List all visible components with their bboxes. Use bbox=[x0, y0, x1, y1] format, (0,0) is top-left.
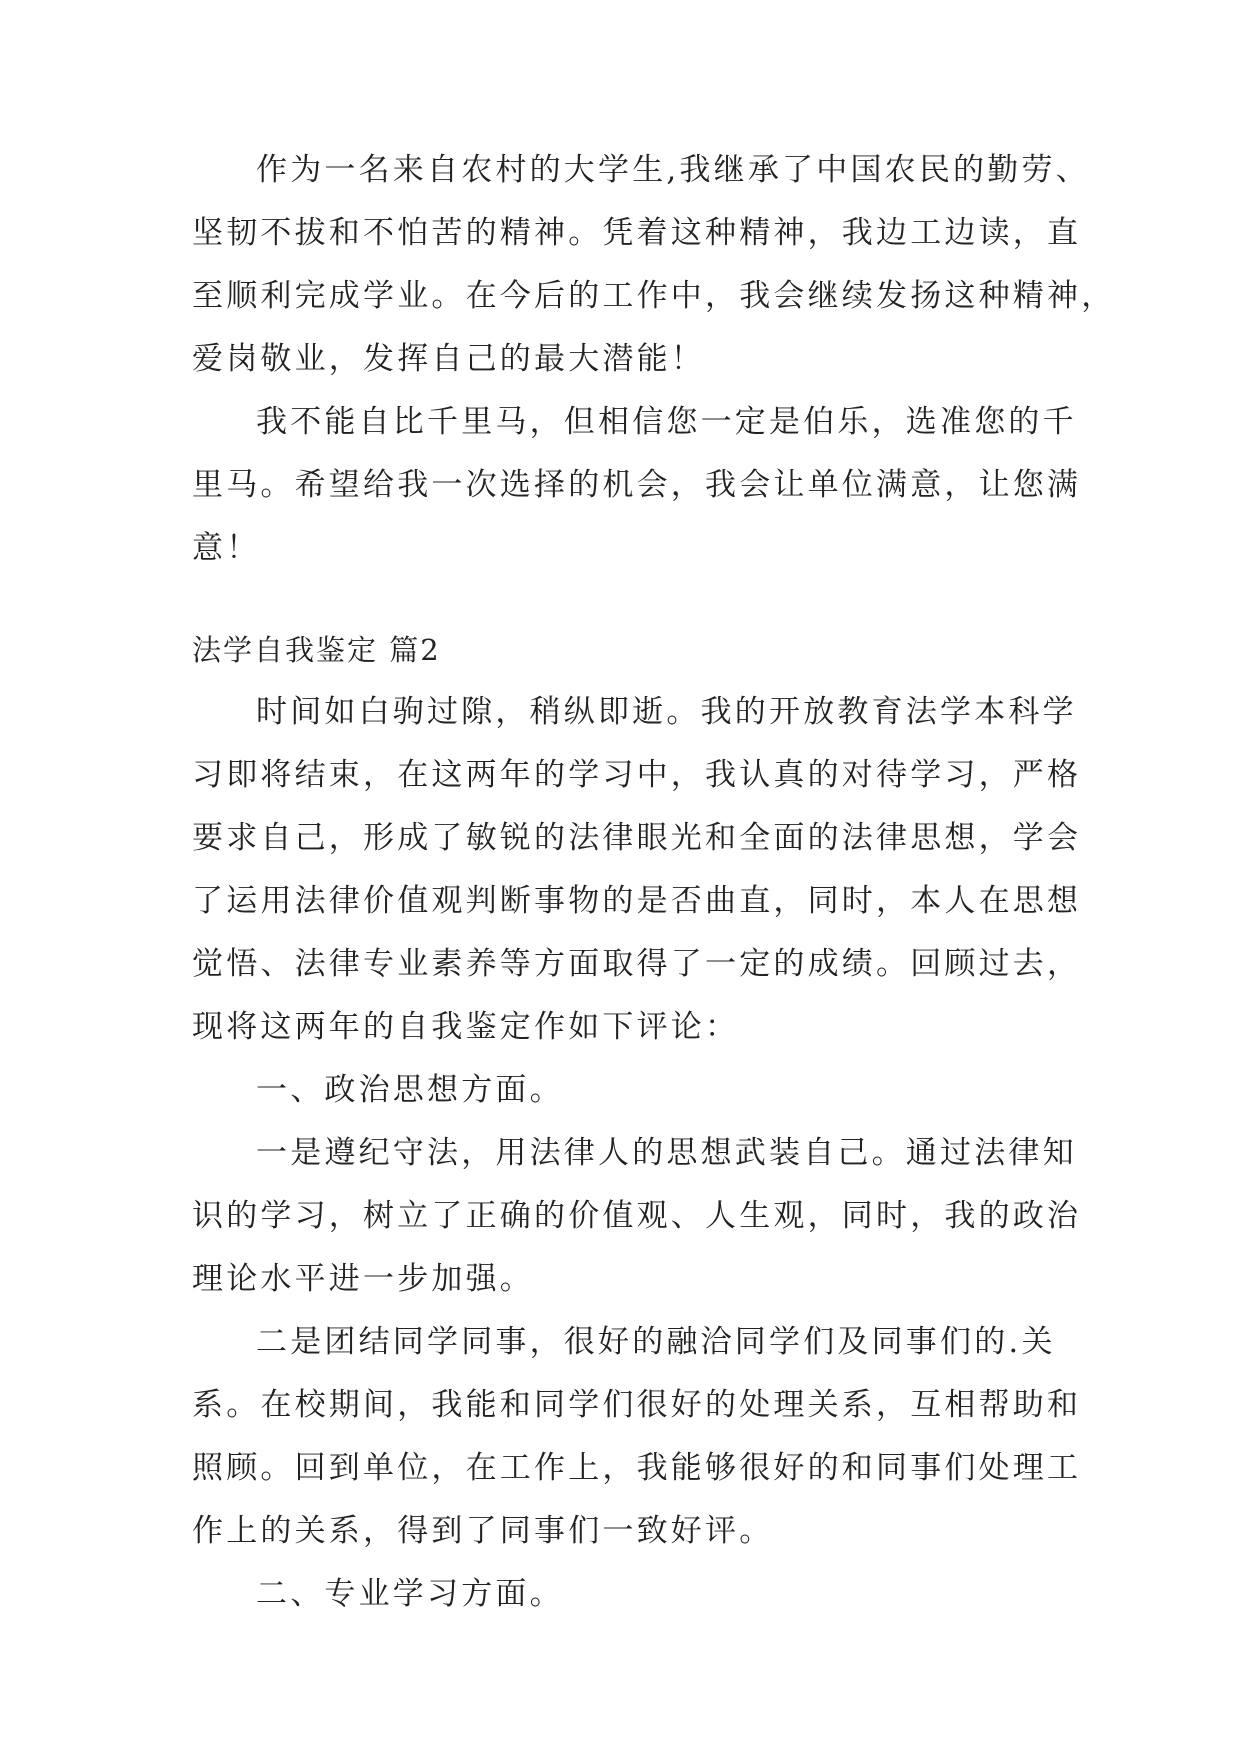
text-line: 时间如白驹过隙，稍纵即逝。我的开放教育法学本科学 bbox=[256, 694, 1077, 730]
subheading: 二、专业学习方面。 bbox=[256, 1576, 564, 1612]
text-line: 照顾。回到单位，在工作上，我能够很好的和同事们处理工 bbox=[192, 1450, 1082, 1486]
text-line: 意！ bbox=[192, 530, 261, 566]
text-line: 坚韧不拔和不怕苦的精神。凭着这种精神，我边工边读，直 bbox=[192, 215, 1082, 251]
text-line: 现将这两年的自我鉴定作如下评论： bbox=[192, 1009, 740, 1045]
text-line: 觉悟、法律专业素养等方面取得了一定的成绩。回顾过去， bbox=[192, 946, 1082, 982]
text-line: 习即将结束，在这两年的学习中，我认真的对待学习，严格 bbox=[192, 757, 1082, 793]
text-line: 识的学习，树立了正确的价值观、人生观，同时，我的政治 bbox=[192, 1198, 1082, 1234]
text-line: 了运用法律价值观判断事物的是否曲直，同时，本人在思想 bbox=[192, 883, 1082, 919]
text-line: 作上的关系，得到了同事们一致好评。 bbox=[192, 1513, 774, 1549]
text-line: 理论水平进一步加强。 bbox=[192, 1261, 534, 1297]
text-line: 作为一名来自农村的大学生,我继承了中国农民的勤劳、 bbox=[256, 152, 1090, 188]
text-line: 要求自己，形成了敏锐的法律眼光和全面的法律思想，学会 bbox=[192, 820, 1082, 856]
text-line: 系。在校期间，我能和同学们很好的处理关系，互相帮助和 bbox=[192, 1387, 1082, 1423]
text-line: 一是遵纪守法，用法律人的思想武装自己。通过法律知 bbox=[256, 1135, 1077, 1171]
text-line: 爱岗敬业，发挥自己的最大潜能！ bbox=[192, 341, 705, 377]
text-line: 里马。希望给我一次选择的机会，我会让单位满意，让您满 bbox=[192, 467, 1082, 503]
subheading: 一、政治思想方面。 bbox=[256, 1072, 564, 1108]
text-line: 二是团结同学同事，很好的融洽同学们及同事们的.关 bbox=[256, 1324, 1056, 1360]
text-line: 至顺利完成学业。在今后的工作中，我会继续发扬这种精神， bbox=[192, 278, 1116, 314]
section-heading: 法学自我鉴定 篇2 bbox=[192, 633, 441, 667]
text-line: 我不能自比千里马，但相信您一定是伯乐，选准您的千 bbox=[256, 404, 1077, 440]
